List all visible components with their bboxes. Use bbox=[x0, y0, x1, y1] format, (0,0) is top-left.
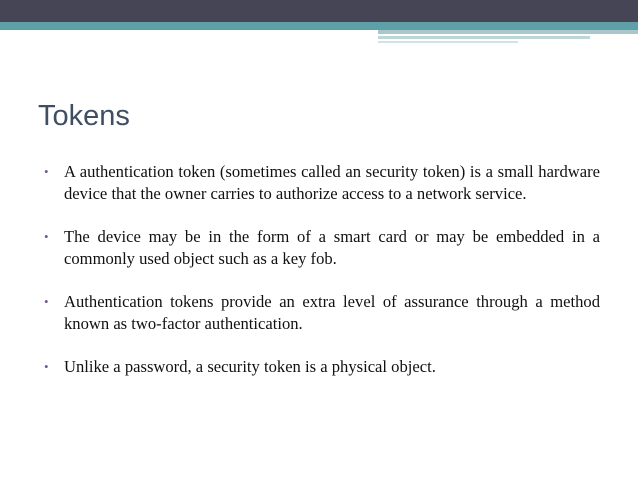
header-accent-line bbox=[378, 36, 590, 39]
header-teal-bar bbox=[0, 22, 638, 30]
slide-title: Tokens bbox=[38, 100, 130, 132]
header-accent-line bbox=[378, 30, 638, 34]
bullet-item bbox=[40, 291, 600, 335]
header-accent-line bbox=[378, 41, 518, 43]
bullet-text: A authentication token (sometimes called an security token) is a small hardware device that the owner carries to authorize access to a network service. bbox=[64, 162, 600, 203]
bullet-item bbox=[40, 226, 600, 270]
header-dark-bar bbox=[0, 0, 638, 22]
bullet-dot-icon: • bbox=[44, 164, 49, 179]
bullet-item bbox=[40, 356, 600, 378]
bullet-text: Authentication tokens provide an extra level of assurance through a method known as two-factor authentication. bbox=[64, 292, 600, 333]
bullet-dot-icon: • bbox=[44, 229, 49, 244]
bullet-list bbox=[40, 161, 600, 399]
bullet-dot-icon: • bbox=[44, 294, 49, 309]
bullet-dot-icon: • bbox=[44, 359, 49, 374]
bullet-item bbox=[40, 161, 600, 205]
bullet-text: The device may be in the form of a smart card or may be embedded in a commonly used object such as a key fob. bbox=[64, 227, 600, 268]
bullet-text: Unlike a password, a security token is a physical object. bbox=[64, 357, 436, 376]
